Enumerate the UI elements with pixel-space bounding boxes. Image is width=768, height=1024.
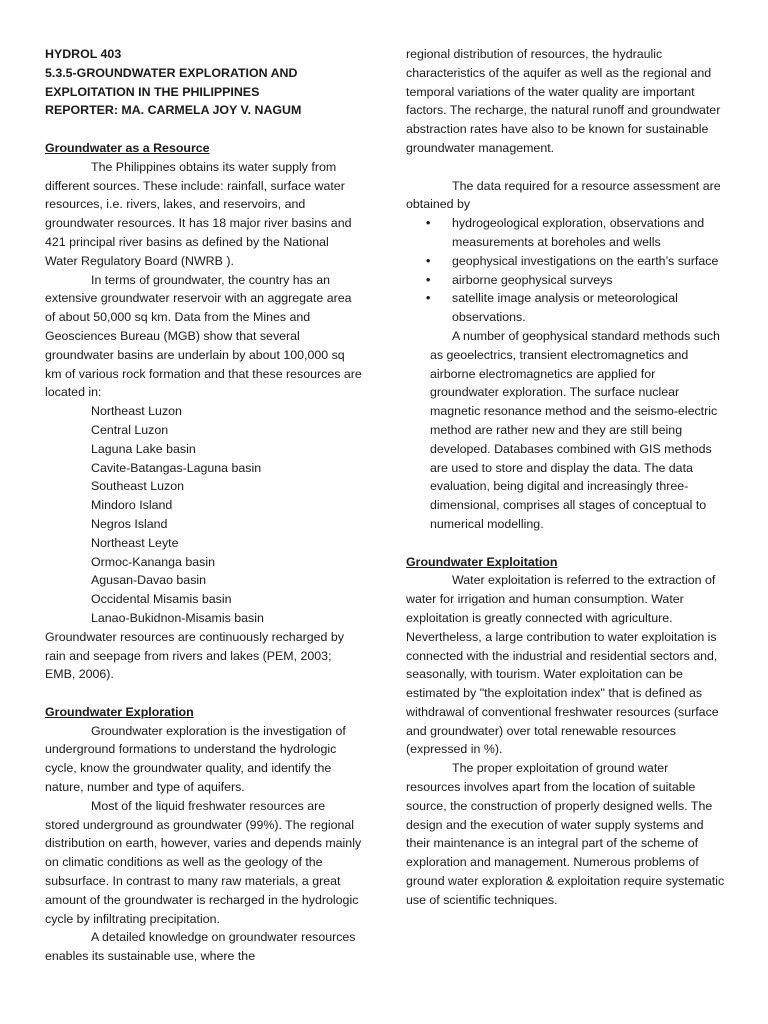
list-item: • satellite image analysis or meteorological observations.: [426, 291, 678, 325]
exploitation-paragraph-1: Water exploitation is referred to the extraction of water for irrigation and human consumption. Water exploitation is greatly connected with agriculture. Nevertheless, a large contribution to water exploitation is connected with the industrial and residential sectors and, seasonally, with tourism. Water exploitation can be estimated by "the exploitation index" that is defined as withdrawal of conventional freshwater resources (surface and groundwater) over total renewable resources (expressed in %).: [406, 573, 719, 757]
exploration-paragraph-3-continued: regional distribution of resources, the hydraulic characteristics of the aquifer as well as the regional and temporal variations of the water quality are important factors. The recharge, the natural runoff and groundwater abstraction rates have also to be known for sustainable groundwater management.: [406, 47, 721, 155]
exploration-paragraph-3: A detailed knowledge on groundwater resources enables its sustainable use, where the: [45, 930, 356, 964]
basin-item: Occidental Misamis basin: [91, 592, 232, 607]
data-requirements-list: [406, 214, 726, 327]
basin-item: Agusan-Davao basin: [91, 573, 207, 588]
basin-item: Laguna Lake basin: [91, 441, 196, 456]
exploration-paragraph-2: Most of the liquid freshwater resources are stored underground as groundwater (99%). The regional distribution on earth, however, varies and depends mainly on climatic conditions as well as the geology of the subsurface. In contrast to many raw materials, a great amount of the groundwater is recharged in the hydrologic cycle by infiltrating precipitation.: [45, 798, 362, 926]
left-column: [45, 45, 363, 966]
course-code: HYDROL 403: [45, 47, 122, 61]
exploitation-paragraph-2: The proper exploitation of ground water resources involves apart from the location of suitable source, the construction of properly designed wells. The design and the execution of water supply systems and their maintenance is an integral part of the scheme of exploration and management. Numerous problems of ground water exploration & exploitation require systematic use of scientific techniques.: [406, 761, 725, 907]
groundwater-basin-list: [45, 402, 363, 628]
exploitation-heading: Groundwater Exploitation: [406, 554, 558, 569]
basin-item: Ormoc-Kananga basin: [91, 554, 215, 569]
bullet-icon: •: [426, 216, 431, 231]
right-column: [406, 45, 726, 910]
topic-title-line2: EXPLOITATION IN THE PHILIPPINES: [45, 84, 260, 99]
basin-item: Mindoro Island: [91, 498, 173, 513]
basin-item: Cavite-Batangas-Laguna basin: [91, 460, 262, 475]
exploration-paragraph-1: Groundwater exploration is the investigation of underground formations to understand the hydrologic cycle, know the groundwater quality, and identify the nature, number and type of aquifers.: [45, 723, 346, 795]
resource-paragraph-1: The Philippines obtains its water supply from different sources. These include: rainfall, surface water resources, i.e. rivers, lakes, and reservoirs, and groundwater resources. It has 18 major river basins and 421 principal river basins as defined by the National Water Regulatory Board (NWRB ).: [45, 159, 352, 268]
list-item: • airborne geophysical surveys: [406, 271, 726, 290]
list-item: • hydrogeological exploration, observations and measurements at boreholes and wells: [426, 216, 705, 249]
basin-item: Northeast Luzon: [91, 404, 182, 419]
resource-heading: Groundwater as a Resource: [45, 140, 210, 155]
topic-title-line1: 5.3.5-GROUNDWATER EXPLORATION AND: [45, 65, 298, 80]
list-item: • geophysical investigations on the earth’s surface: [406, 252, 726, 271]
basin-item: Northeast Leyte: [91, 535, 179, 550]
bullet-icon: •: [426, 253, 431, 268]
reporter-name: REPORTER: MA. CARMELA JOY V. NAGUM: [45, 103, 302, 118]
data-requirements-intro: The data required for a resource assessment are obtained by: [406, 178, 721, 212]
exploration-heading: Groundwater Exploration: [45, 704, 194, 719]
bullet-icon: •: [426, 291, 431, 306]
basin-item: Southeast Luzon: [91, 479, 185, 494]
basin-item: Central Luzon: [91, 422, 169, 437]
basin-item: Lanao-Bukidnon-Misamis basin: [91, 610, 264, 625]
basin-item: Negros Island: [91, 516, 168, 531]
bullet-icon: •: [426, 272, 431, 287]
resource-paragraph-3: Groundwater resources are continuously recharged by rain and seepage from rivers and lakes (PEM, 2003; EMB, 2006).: [45, 629, 344, 682]
resource-paragraph-2: In terms of groundwater, the country has an extensive groundwater reservoir with an aggregate area of about 50,000 sq km. Data from the Mines and Geosciences Bureau (MGB) show that several groundwater basins are underlain by about 100,000 sq km of various rock formation and that these resources are located in:: [45, 272, 362, 400]
geophysical-methods-paragraph: A number of geophysical standard methods such as geoelectrics, transient electromagnetics and airborne electromagnetics are applied for groundwater exploration. The surface nuclear magnetic resonance method and the seismo-electric method are rather new and they are still being developed. Databases combined with GIS methods are used to store and display the data. The data evaluation, being digital and increasingly three-dimensional, comprises all stages of conceptual to numerical modelling.: [430, 328, 720, 531]
